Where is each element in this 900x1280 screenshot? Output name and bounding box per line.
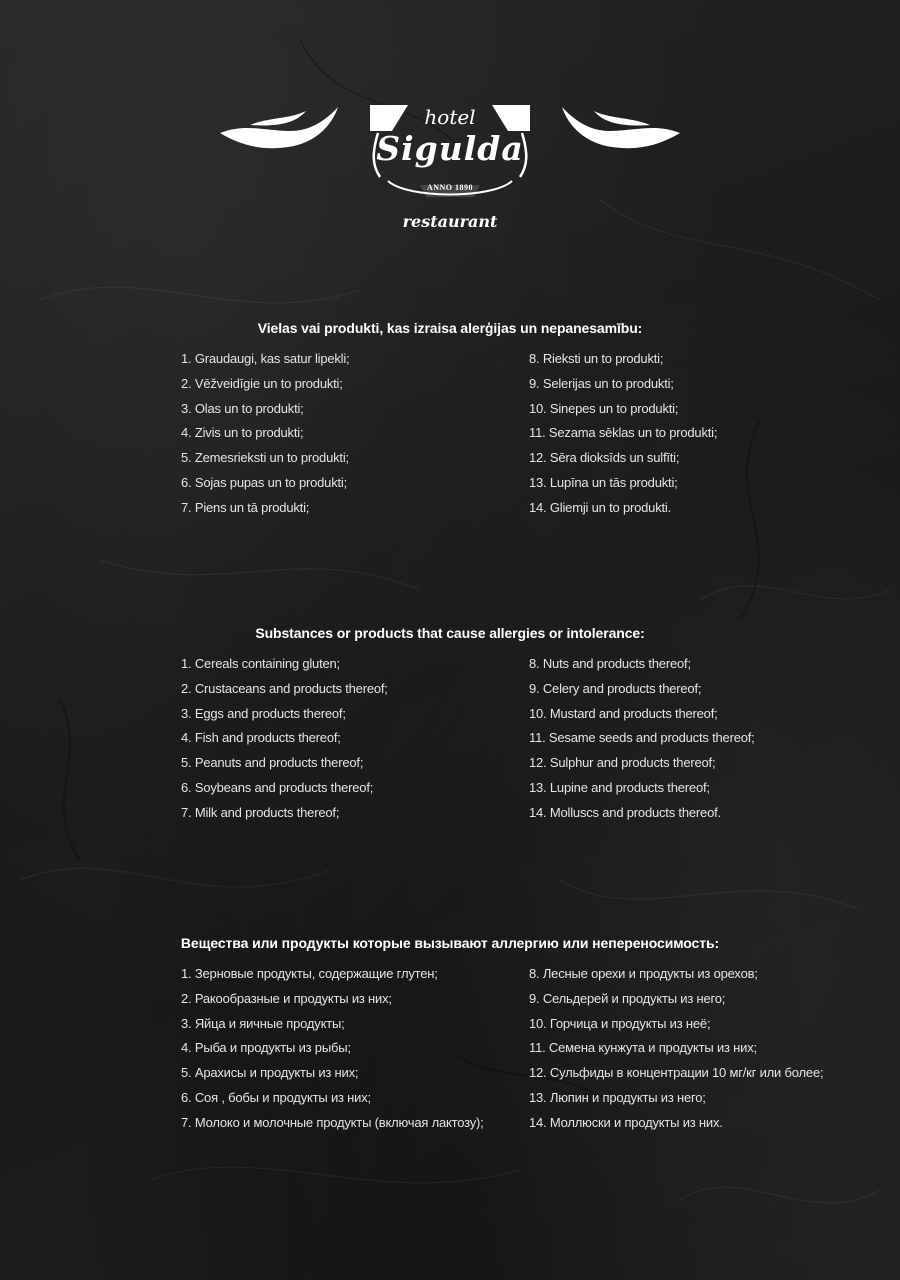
list-item: 14. Моллюски и продукты из них. xyxy=(529,1114,723,1130)
brand-anno-text: ANNO 1890 xyxy=(426,183,474,192)
allergens-section-russian xyxy=(0,935,900,1130)
list-item: 13. Lupine and products thereof; xyxy=(529,779,710,795)
list-item: 2. Ракообразные и продукты из них; xyxy=(181,990,392,1006)
hotel-logo xyxy=(368,103,532,203)
list-item: 2. Vēžveidīgie un to produkti; xyxy=(181,375,343,391)
list-item: 4. Fish and products thereof; xyxy=(181,730,341,746)
list-item: 11. Sezama sēklas un to produkti; xyxy=(529,425,718,441)
list-item: 5. Peanuts and products thereof; xyxy=(181,755,364,771)
allergen-list-left xyxy=(181,652,521,826)
list-item: 3. Olas un to produkti; xyxy=(181,400,304,416)
list-item: 11. Семена кунжута и продукты из них; xyxy=(529,1040,757,1056)
list-item: 6. Soybeans and products thereof; xyxy=(181,779,374,795)
allergen-list-right xyxy=(529,962,861,1136)
list-item: 10. Sinepes un to produkti; xyxy=(529,400,679,416)
list-item: 13. Lupīna un tās produkti; xyxy=(529,474,678,490)
list-item: 3. Eggs and products thereof; xyxy=(181,705,346,721)
list-item: 3. Яйца и яичные продукты; xyxy=(181,1015,345,1031)
list-item: 1. Graudaugi, kas satur lipekli; xyxy=(181,351,350,366)
list-item: 7. Milk and products thereof; xyxy=(181,804,340,820)
section-heading: Вещества или продукты которые вызывают аллергию или непереносимость: xyxy=(180,935,720,951)
list-item: 8. Лесные орехи и продукты из орехов; xyxy=(529,966,758,981)
header xyxy=(0,95,900,245)
section-heading: Substances or products that cause allergies or intolerance: xyxy=(255,625,645,641)
allergens-section-latvian xyxy=(0,320,900,515)
list-item: 5. Арахисы и продукты из них; xyxy=(181,1065,359,1081)
allergen-list-right xyxy=(529,347,861,521)
list-item: 1. Cereals containing gluten; xyxy=(181,656,340,671)
list-item: 8. Rieksti un to produkti; xyxy=(529,351,664,366)
list-item: 9. Selerijas un to produkti; xyxy=(529,375,674,391)
list-item: 14. Gliemji un to produkti. xyxy=(529,499,672,515)
list-item: 5. Zemesrieksti un to produkti; xyxy=(181,450,349,466)
list-item: 10. Mustard and products thereof; xyxy=(529,705,718,721)
list-item: 14. Molluscs and products thereof. xyxy=(529,804,721,820)
list-item: 12. Sulphur and products thereof; xyxy=(529,755,716,771)
list-item: 10. Горчица и продукты из неё; xyxy=(529,1015,711,1031)
list-item: 7. Молоко и молочные продукты (включая лактозу); xyxy=(181,1114,484,1130)
list-item: 6. Соя , бобы и продукты из них; xyxy=(181,1089,371,1105)
list-item: 7. Piens un tā produkti; xyxy=(181,499,310,515)
list-item: 8. Nuts and products thereof; xyxy=(529,656,691,671)
list-item: 9. Celery and products thereof; xyxy=(529,680,702,696)
list-item: 6. Sojas pupas un to produkti; xyxy=(181,474,348,490)
list-item: 2. Crustaceans and products thereof; xyxy=(181,680,388,696)
allergen-list-left xyxy=(181,962,521,1136)
list-item: 11. Sesame seeds and products thereof; xyxy=(529,730,755,746)
left-wing-ornament-icon xyxy=(220,105,340,155)
list-item: 13. Люпин и продукты из него; xyxy=(529,1089,706,1105)
restaurant-subtitle: restaurant xyxy=(402,212,498,231)
list-item: 12. Sēra dioksīds un sulfīti; xyxy=(529,450,680,466)
right-wing-ornament-icon xyxy=(560,105,680,155)
allergen-list-left xyxy=(181,347,521,521)
list-item: 12. Сульфиды в концентрации 10 мг/кг или более; xyxy=(529,1065,824,1081)
list-item: 1. Зерновые продукты, содержащие глутен; xyxy=(181,966,438,981)
section-heading: Vielas vai produkti, kas izraisa alerģijas un nepanesamību: xyxy=(257,320,643,336)
brand-name-text: Sigulda xyxy=(376,129,524,168)
list-item: 4. Рыба и продукты из рыбы; xyxy=(181,1040,351,1056)
list-item: 4. Zivis un to produkti; xyxy=(181,425,304,441)
brand-hotel-text: hotel xyxy=(424,105,476,129)
allergen-list-right xyxy=(529,652,861,826)
list-item: 9. Сельдерей и продукты из него; xyxy=(529,990,726,1006)
allergens-section-english xyxy=(0,625,900,820)
